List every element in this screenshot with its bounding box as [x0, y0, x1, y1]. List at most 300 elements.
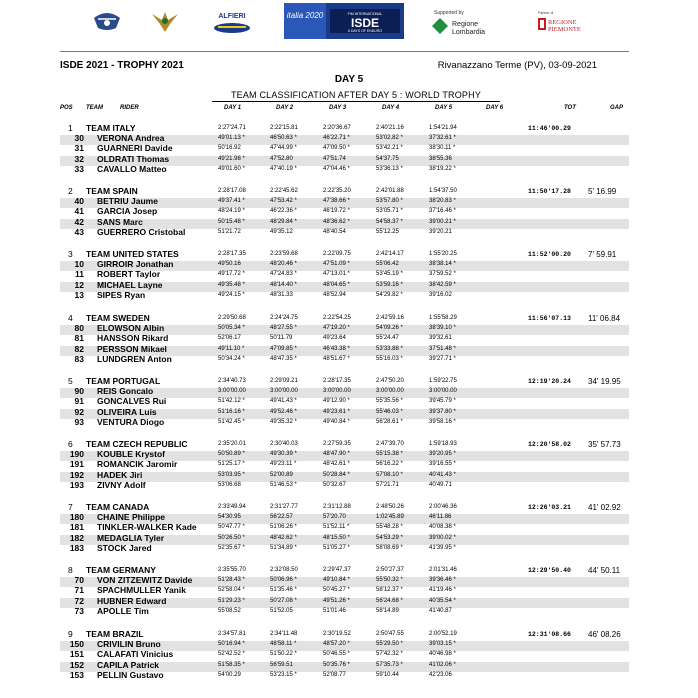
rider-day2: 48'47.35 * — [270, 356, 297, 362]
rider-name: HADEK Jiri — [97, 470, 143, 480]
rider-day1: 51'28.43 * — [218, 577, 245, 583]
rider-day1: 51'16.16 * — [218, 409, 245, 415]
team-rank: 8 — [68, 565, 73, 575]
rider-day4: 55'35.56 * — [376, 398, 403, 404]
rider-day2: 49'52.46 * — [270, 409, 297, 415]
team-name: TEAM PORTUGAL — [86, 376, 161, 386]
rider-row — [0, 229, 698, 239]
team-day3: 2:29'47.37 — [323, 567, 351, 573]
rider-day1: 50'16.92 — [218, 145, 241, 151]
isde-text: ISDE — [350, 16, 380, 30]
rider-day3: 46'22.71 * — [323, 135, 350, 141]
rider-name: MICHAEL Layne — [97, 280, 163, 290]
rider-day1: 53'06.68 — [218, 482, 241, 488]
rider-day1: 51'21.72 — [218, 229, 241, 235]
rider-day1: 50'15.48 * — [218, 219, 245, 225]
rider-number: 30 — [74, 133, 84, 143]
team-day1: 2:35'55.70 — [218, 567, 246, 573]
rider-row — [0, 545, 698, 555]
col-day6: DAY 6 — [486, 105, 504, 111]
rider-name: APOLLE Tim — [97, 606, 149, 616]
rider-day5: 39'20.21 — [429, 229, 452, 235]
rider-day3: 3:00'00.00 — [323, 388, 351, 394]
rider-day5: 40'49.71 — [429, 482, 452, 488]
team-day5: 2:00'52.19 — [429, 631, 457, 637]
document-title: ISDE 2021 - TROPHY 2021 — [60, 60, 184, 71]
rider-day4: 54'37.75 — [376, 156, 399, 162]
rider-day3: 49'10.84 * — [323, 577, 350, 583]
rider-day4: 54'29.82 * — [376, 292, 403, 298]
rider-day4: 58'14.89 — [376, 608, 399, 614]
rider-day4: 55'29.50 * — [376, 641, 403, 647]
isde-sub1: FIM INTERNATIONAL — [347, 12, 383, 16]
rider-day1: 49'50.16 — [218, 261, 241, 267]
regione-piemonte-2: PIEMONTE — [548, 26, 581, 33]
rider-day5: 38'39.10 * — [429, 325, 456, 331]
rider-number: 180 — [69, 512, 84, 522]
rider-day1: 49'11.10 * — [218, 346, 245, 352]
rider-number: 92 — [74, 407, 84, 417]
rider-day2: 47'53.42 * — [270, 198, 297, 204]
rider-day5: 38'55.36 — [429, 156, 452, 162]
rider-day1: 50'05.34 * — [218, 325, 245, 331]
team-day3: 2:30'19.52 — [323, 631, 351, 637]
team-day5: 1:55'58.29 — [429, 315, 457, 321]
team-day4: 2:42'59.16 — [376, 315, 404, 321]
rider-day2: 47'52.80 — [270, 156, 293, 162]
rider-day3: 46'19.72 * — [323, 208, 350, 214]
rider-day2: 56'22.57 — [270, 514, 293, 520]
rider-number: 93 — [74, 417, 84, 427]
rider-day3: 51'52.11 * — [323, 524, 350, 530]
rider-day5: 39'03.15 * — [429, 641, 456, 647]
rider-day3: 47'13.01 * — [323, 271, 350, 277]
rider-day3: 50'28.84 * — [323, 472, 350, 478]
rider-number: 70 — [74, 575, 84, 585]
rider-day5: 37'32.61 * — [429, 135, 456, 141]
rider-day1: 49'21.98 * — [218, 156, 245, 162]
team-day5: 1:54'37.50 — [429, 188, 457, 194]
rider-name: SIPES Ryan — [97, 290, 146, 300]
regione-piemonte-1: REGIONE — [548, 19, 577, 26]
rider-day3: 47'19.20 * — [323, 325, 350, 331]
rider-day5: 39'16.02 — [429, 292, 452, 298]
rider-name: REIS Goncalo — [97, 386, 154, 396]
rider-number: 192 — [69, 470, 84, 480]
col-day4: DAY 4 — [382, 105, 400, 111]
team-day2: 2:30'40.03 — [270, 441, 298, 447]
rider-day2: 47'24.83 * — [270, 271, 297, 277]
rider-day4: 53'45.19 * — [376, 271, 403, 277]
col-team: TEAM — [86, 105, 103, 111]
rider-number: 43 — [74, 227, 84, 237]
rider-day5: 41'39.95 * — [429, 545, 456, 551]
rider-day1: 49'01.60 * — [218, 166, 245, 172]
team-gap: 41' 02.92 — [588, 503, 621, 512]
rider-day2: 51'06.26 * — [270, 524, 297, 530]
rider-number: 190 — [69, 449, 84, 459]
rider-day5: 37'16.46 * — [429, 208, 456, 214]
rider-day1: 50'26.50 * — [218, 535, 245, 541]
rider-day4: 57'08.10 * — [376, 472, 403, 478]
rider-day5: 42'23.06 — [429, 672, 452, 678]
rider-day3: 48'51.67 * — [323, 356, 350, 362]
rider-day5: 46'11.86 — [429, 514, 452, 520]
rider-day4: 54'09.26 * — [376, 325, 403, 331]
team-gap: 7' 59.91 — [588, 250, 617, 259]
rider-row — [0, 356, 698, 366]
rider-row — [0, 419, 698, 429]
team-name: TEAM ITALY — [86, 123, 136, 133]
rider-name: GIRROIR Jonathan — [97, 259, 174, 269]
rider-row — [0, 482, 698, 492]
rider-day2: 51'35.46 * — [270, 587, 297, 593]
team-day1: 2:34'40.73 — [218, 378, 246, 384]
rider-day5: 38'19.22 * — [429, 166, 456, 172]
rider-day3: 47'38.66 * — [323, 198, 350, 204]
team-rank: 7 — [68, 502, 73, 512]
team-day3: 2:20'36.67 — [323, 125, 351, 131]
rider-day4: 53'33.88 * — [376, 346, 403, 352]
rider-name: VERONA Andrea — [97, 133, 165, 143]
rider-name: TINKLER-WALKER Kade — [97, 522, 197, 532]
rider-name: CRIVILIN Bruno — [97, 639, 161, 649]
rider-day2: 47'44.99 * — [270, 145, 297, 151]
team-rank: 5 — [68, 376, 73, 386]
rider-day1: 55'08.52 — [218, 608, 241, 614]
rider-day4: 55'48.28 * — [376, 524, 403, 530]
rider-day5: 37'59.52 * — [429, 271, 456, 277]
rider-day2: 51'52.05 — [270, 608, 293, 614]
rider-day4: 58'08.69 * — [376, 545, 403, 551]
rider-name: VENTURA Diogo — [97, 417, 165, 427]
rider-day2: 48'58.11 * — [270, 641, 297, 647]
rider-day2: 50'11.79 — [270, 335, 293, 341]
col-pos: POS — [60, 105, 73, 111]
regione-lombardia-2: Lombardia — [452, 29, 486, 36]
rider-day2: 52'00.89 — [270, 472, 293, 478]
rider-day3: 49'40.84 * — [323, 419, 350, 425]
rider-row — [0, 292, 698, 302]
team-day2: 2:24'24.75 — [270, 315, 298, 321]
rider-day4: 53'02.82 * — [376, 135, 403, 141]
rider-day3: 50'32.67 — [323, 482, 346, 488]
rider-day5: 37'51.48 * — [429, 346, 456, 352]
rider-day4: 57'21.71 — [376, 482, 399, 488]
rider-number: 82 — [74, 344, 84, 354]
rider-day5: 39'58.16 * — [429, 419, 456, 425]
team-gap: 44' 50.11 — [588, 566, 621, 575]
rider-day4: 55'46.03 * — [376, 409, 403, 415]
team-name: TEAM SPAIN — [86, 186, 138, 196]
rider-name: VON ZITZEWITZ Davide — [97, 575, 193, 585]
rider-day3: 50'46.55 * — [323, 651, 350, 657]
rider-day4: 3:00'00.00 — [376, 388, 404, 394]
rider-day3: 48'42.61 * — [323, 461, 350, 467]
rider-name: PERSSON Mikael — [97, 344, 167, 354]
rider-day5: 39'27.71 * — [429, 356, 456, 362]
rider-day3: 47'04.46 * — [323, 166, 350, 172]
rider-number: 80 — [74, 323, 84, 333]
rider-number: 181 — [69, 522, 84, 532]
rider-day2: 3:00'00.00 — [270, 388, 298, 394]
rider-number: 33 — [74, 164, 84, 174]
team-total: 11:56'07.13 — [528, 315, 571, 322]
rider-name: GONCALVES Rui — [97, 396, 167, 406]
team-total: 11:52'00.20 — [528, 251, 571, 258]
rider-day4: 55'16.03 * — [376, 356, 403, 362]
location-date: Rivanazzano Terme (PV), 03-09-2021 — [437, 60, 597, 71]
rider-day1: 53'03.95 * — [218, 472, 245, 478]
team-day3: 2:31'12.88 — [323, 504, 351, 510]
rider-day5: 40'35.54 * — [429, 598, 456, 604]
rider-number: 71 — [74, 585, 84, 595]
rider-day2: 48'27.55 * — [270, 325, 297, 331]
rider-day5: 39'00.21 * — [429, 219, 456, 225]
rider-day4: 54'58.37 * — [376, 219, 403, 225]
rider-day2: 50'06.96 * — [270, 577, 297, 583]
team-rank: 6 — [68, 439, 73, 449]
rider-day2: 49'35.32 * — [270, 419, 297, 425]
rider-day4: 53'05.71 * — [376, 208, 403, 214]
team-day2: 2:31'27.77 — [270, 504, 298, 510]
col-rider: RIDER — [120, 105, 139, 111]
rider-number: 81 — [74, 333, 84, 343]
rider-day5: 39'32.61 — [429, 335, 452, 341]
rider-day1: 50'34.24 * — [218, 356, 245, 362]
rider-day3: 48'15.50 * — [323, 535, 350, 541]
team-rank: 1 — [68, 123, 73, 133]
team-day5: 1:54'21.94 — [429, 125, 457, 131]
rider-day2: 50'27.08 * — [270, 598, 297, 604]
rider-name: CAPILA Patrick — [97, 660, 160, 670]
rider-day5: 38'20.83 * — [429, 198, 456, 204]
rider-number: 83 — [74, 354, 84, 364]
rider-number: 41 — [74, 206, 84, 216]
rider-number: 12 — [74, 280, 84, 290]
team-day1: 2:27'24.71 — [218, 125, 246, 131]
rider-day1: 49'24.15 * — [218, 292, 245, 298]
rider-day3: 49'12.90 * — [323, 398, 350, 404]
rider-day5: 38'42.59 * — [429, 282, 456, 288]
rider-number: 153 — [69, 670, 84, 680]
rider-day4: 58'12.37 * — [376, 587, 403, 593]
rider-day4: 55'12.25 — [376, 229, 399, 235]
col-day2: DAY 2 — [276, 105, 294, 111]
team-day4: 2:47'39.70 — [376, 441, 404, 447]
rider-day2: 53'23.15 * — [270, 672, 297, 678]
rider-day3: 52'08.77 — [323, 672, 346, 678]
rider-day1: 51'25.17 * — [218, 461, 245, 467]
rider-day3: 48'04.65 * — [323, 282, 350, 288]
rider-day1: 48'24.19 * — [218, 208, 245, 214]
team-rank: 9 — [68, 629, 73, 639]
rider-day4: 53'36.13 * — [376, 166, 403, 172]
rider-day1: 50'47.77 * — [218, 524, 245, 530]
team-day3: 2:27'59.35 — [323, 441, 351, 447]
rider-name: LUNDGREN Anton — [97, 354, 172, 364]
rider-day1: 52'58.04 * — [218, 587, 245, 593]
rider-day2: 48'31.33 — [270, 292, 293, 298]
rider-day5: 41'40.87 — [429, 608, 452, 614]
team-total: 12:29'50.40 — [528, 567, 571, 574]
rider-name: GUARNERI Davide — [97, 143, 173, 153]
rider-day1: 49'17.72 * — [218, 271, 245, 277]
rider-day5: 40'08.38 * — [429, 524, 456, 530]
rider-number: 32 — [74, 154, 84, 164]
rider-day5: 39'45.79 * — [429, 398, 456, 404]
team-day3: 2:22'09.75 — [323, 251, 351, 257]
rider-day2: 49'35.12 — [270, 229, 293, 235]
rider-day5: 41'19.46 * — [429, 587, 456, 593]
rider-day4: 53'57.80 * — [376, 198, 403, 204]
rider-row — [0, 672, 698, 682]
regione-lombardia-1: Regione — [452, 21, 479, 28]
rider-day2: 48'14.40 * — [270, 282, 297, 288]
rider-day1: 50'50.89 * — [218, 451, 245, 457]
rider-day3: 49'23.61 * — [323, 409, 350, 415]
rider-day3: 47'51.74 — [323, 156, 346, 162]
rider-day5: 38'30.11 * — [429, 145, 456, 151]
rider-day1: 49'01.13 * — [218, 135, 245, 141]
rider-day5: 39'20.95 * — [429, 451, 456, 457]
team-day5: 1:59'18.93 — [429, 441, 457, 447]
rider-day4: 53'59.16 * — [376, 282, 403, 288]
rider-name: ZIVNY Adolf — [97, 480, 146, 490]
team-day1: 2:33'49.94 — [218, 504, 246, 510]
team-day1: 2:35'20.01 — [218, 441, 246, 447]
rider-name: CALAFATI Vinicius — [97, 649, 174, 659]
rider-day2: 47'40.19 * — [270, 166, 297, 172]
team-day3: 2:22'54.25 — [323, 315, 351, 321]
rider-day1: 50'16.94 * — [218, 641, 245, 647]
rider-day2: 46'22.36 * — [270, 208, 297, 214]
rider-name: GARCIA Josep — [97, 206, 158, 216]
rider-name: BETRIU Jaume — [97, 196, 158, 206]
rider-day1: 49'37.41 * — [218, 198, 245, 204]
rider-name: ELOWSON Albin — [97, 323, 165, 333]
rider-day3: 48'57.20 * — [323, 641, 350, 647]
rider-number: 183 — [69, 543, 84, 553]
rider-number: 151 — [69, 649, 84, 659]
team-day4: 2:42'14.17 — [376, 251, 404, 257]
team-gap: 46' 08.26 — [588, 630, 621, 639]
rider-name: ROMANCIK Jaromir — [97, 459, 178, 469]
rider-day2: 46'50.63 * — [270, 135, 297, 141]
team-rank: 2 — [68, 186, 73, 196]
rider-day4: 59'10.44 — [376, 672, 399, 678]
rider-number: 193 — [69, 480, 84, 490]
alfieri-text: ALFIERI — [218, 13, 246, 20]
team-total: 12:26'03.21 — [528, 504, 571, 511]
rider-day1: 3:00'00.00 — [218, 388, 246, 394]
rider-day2: 48'42.62 * — [270, 535, 297, 541]
col-gap: GAP — [610, 105, 624, 111]
team-day3: 2:28'17.35 — [323, 378, 351, 384]
rider-day3: 47'09.50 * — [323, 145, 350, 151]
team-gap: 34' 19.95 — [588, 377, 621, 386]
rider-day2: 47'09.85 * — [270, 346, 297, 352]
team-day1: 2:34'57.81 — [218, 631, 246, 637]
rider-day1: 51'42.45 * — [218, 419, 245, 425]
team-day5: 2:01'31.46 — [429, 567, 457, 573]
rider-name: SPACHMULLER Yanik — [97, 585, 186, 595]
team-day1: 2:28'17.35 — [218, 251, 246, 257]
rider-day5: 3:00'00.00 — [429, 388, 457, 394]
supported-by-text: Supported by — [434, 10, 464, 16]
rider-day4: 56'16.22 * — [376, 461, 403, 467]
rider-day3: 48'52.94 — [323, 292, 346, 298]
rider-day3: 47'51.09 * — [323, 261, 350, 267]
rider-day3: 51'05.27 * — [323, 545, 350, 551]
rider-day4: 56'28.61 * — [376, 419, 403, 425]
team-total: 12:31'08.66 — [528, 631, 571, 638]
team-total: 12:20'58.02 — [528, 441, 571, 448]
rider-day1: 51'42.12 * — [218, 398, 245, 404]
team-day1: 2:29'50.68 — [218, 315, 246, 321]
rider-day3: 48'40.54 — [323, 229, 346, 235]
rider-day5: 38'38.14 * — [429, 261, 456, 267]
rider-day2: 48'29.84 * — [270, 219, 297, 225]
col-day3: DAY 3 — [329, 105, 347, 111]
rider-name: ROBERT Taylor — [97, 269, 161, 279]
rider-day1: 54'30.95 — [218, 514, 241, 520]
rider-day4: 55'06.42 — [376, 261, 399, 267]
team-day5: 2:00'46.36 — [429, 504, 457, 510]
rider-name: HUBNER Edward — [97, 596, 167, 606]
rider-number: 152 — [69, 660, 84, 670]
team-gap: 5' 16.99 — [588, 187, 617, 196]
team-day2: 2:34'11.48 — [270, 631, 298, 637]
col-tot: TOT — [564, 105, 576, 111]
team-day1: 2:28'17.08 — [218, 188, 246, 194]
team-day4: 2:40'21.16 — [376, 125, 404, 131]
rider-day4: 55'15.38 * — [376, 451, 403, 457]
rider-name: SANS Marc — [97, 217, 143, 227]
team-day2: 2:22'15.81 — [270, 125, 298, 131]
team-name: TEAM SWEDEN — [86, 313, 150, 323]
team-total: 12:19'20.24 — [528, 378, 571, 385]
day-title: DAY 5 — [334, 74, 364, 85]
team-name: TEAM UNITED STATES — [86, 249, 179, 259]
rider-name: OLDRATI Thomas — [97, 154, 170, 164]
rider-name: CHAINE Philippe — [97, 512, 166, 522]
team-day5: 1:59'22.75 — [429, 378, 457, 384]
rider-day2: 51'46.53 * — [270, 482, 297, 488]
rider-name: STOCK Jared — [97, 543, 152, 553]
rider-day2: 48'20.46 * — [270, 261, 297, 267]
team-day4: 2:50'27.37 — [376, 567, 404, 573]
team-rank: 4 — [68, 313, 73, 323]
rider-number: 182 — [69, 533, 84, 543]
rider-day5: 40'41.43 * — [429, 472, 456, 478]
team-day3: 2:22'35.20 — [323, 188, 351, 194]
team-name: TEAM BRAZIL — [86, 629, 144, 639]
team-day2: 2:29'09.21 — [270, 378, 298, 384]
rider-day1: 51'29.23 * — [218, 598, 245, 604]
rider-name: OLIVEIRA Luis — [97, 407, 157, 417]
rider-day4: 57'42.32 * — [376, 651, 403, 657]
team-total: 11:46'00.29 — [528, 125, 571, 132]
team-day4: 2:50'47.55 — [376, 631, 404, 637]
rider-day3: 49'23.64 — [323, 335, 346, 341]
rider-number: 90 — [74, 386, 84, 396]
team-total: 11:50'17.28 — [528, 188, 571, 195]
rider-day1: 49'35.48 * — [218, 282, 245, 288]
team-rank: 3 — [68, 249, 73, 259]
rider-day3: 50'35.76 * — [323, 662, 350, 668]
rider-day5: 40'46.98 * — [429, 651, 456, 657]
